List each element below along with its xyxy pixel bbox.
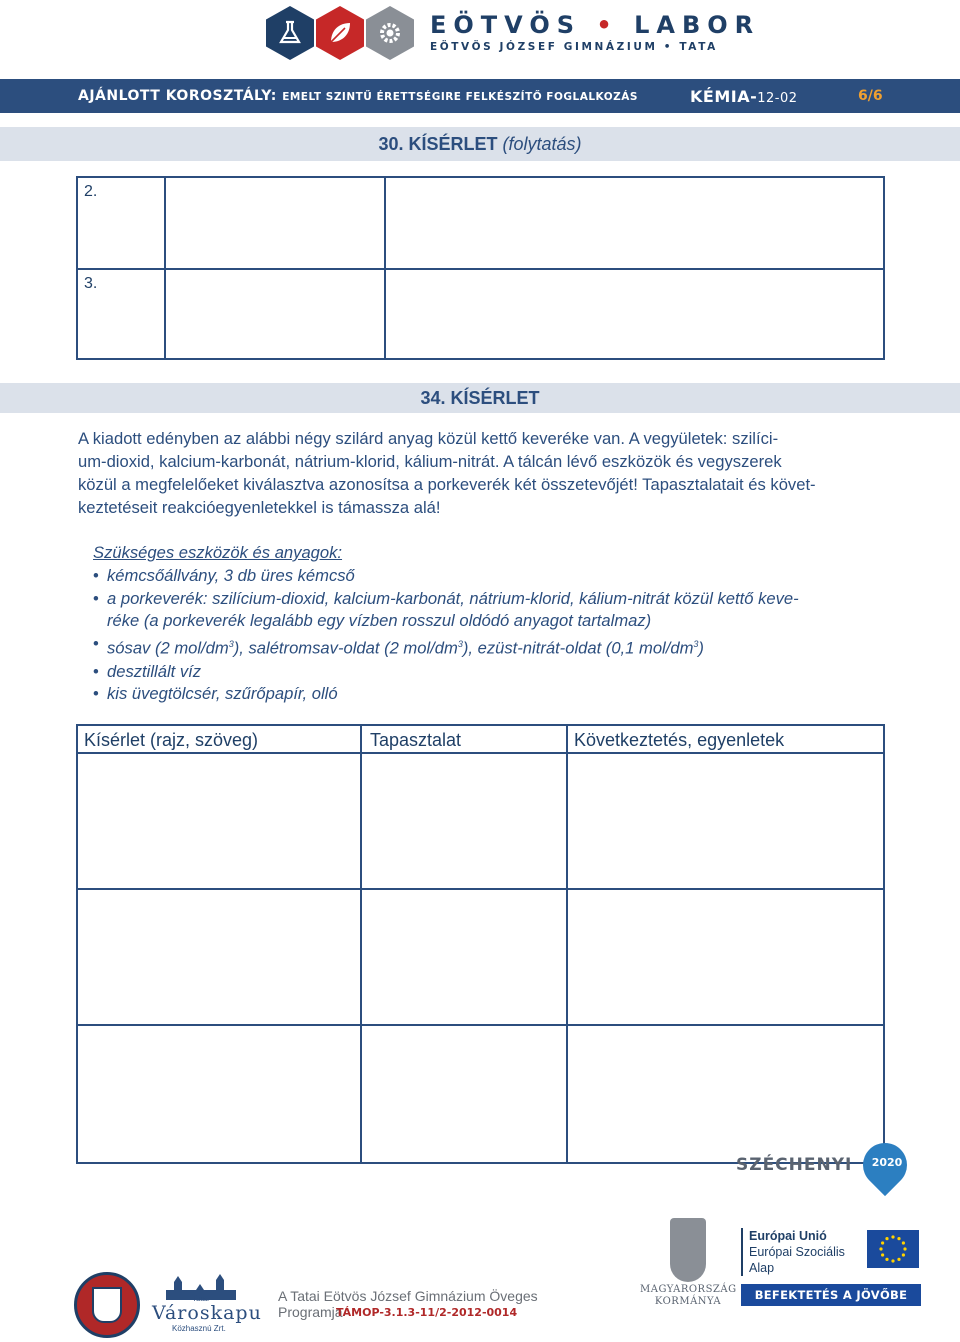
brand-title-part1: EÖTVÖS [430,11,582,40]
list-item [93,633,893,660]
list-item: • kis üvegtölcsér, szűrőpapír, olló [93,683,893,706]
brand-text [430,13,760,53]
table-row-divider [78,888,883,890]
brand-title-part2: LABOR [634,11,761,40]
coat-of-arms-icon [670,1218,706,1282]
eu-line-2: Európai Szociális [749,1245,845,1259]
table-row-divider [78,752,883,754]
subject-code [690,87,798,106]
section-30-suffix: (folytatás) [502,134,582,154]
section-30-bar [0,127,960,161]
column-header-conclusion: Következtetés, egyenletek [574,730,785,750]
superscript: 3 [228,639,234,650]
szechenyi-year: 2020 [871,1156,903,1169]
list-item: • kémcsőállvány, 3 db üres kémcső [93,565,893,588]
tamop-code: TÁMOP-3.1.3-11/2-2012-0014 [336,1306,518,1319]
page-number: 6/6 [858,88,883,104]
eu-flag-icon [867,1230,919,1268]
gov-line-2: KORMÁNYA [654,1296,722,1307]
divider [741,1228,743,1276]
experiment-30-table [76,176,885,360]
table-row-number: 3. [84,275,98,292]
szechenyi-text: SZÉCHENYI [736,1155,853,1175]
section-30-title: 30. KÍSÉRLET [378,134,498,154]
experiment-34-table [76,724,885,1164]
varoskapu-sub: Közhasznú Zrt. [172,1324,226,1333]
shield-icon [92,1287,122,1323]
list-item: • a porkeverék: szilícium-dioxid, kalcium-karbonát, nátrium-klorid, kálium-nitrát közül kettő keve- [93,588,893,611]
audience-value: EMELT SZINTŰ ÉRETTSÉGIRE FELKÉSZÍTŐ FOGLALKOZÁS [282,91,638,103]
gov-line-1: MAGYARORSZÁG [640,1284,737,1295]
reagent-text: ), ezüst-nitrát-oldat (0,1 mol/dm [462,638,694,658]
eu-line-3: Alap [749,1261,775,1275]
audience-label: AJÁNLOTT KOROSZTÁLY: [78,88,277,104]
gear-icon [366,6,414,60]
brand-dot: • [596,11,619,40]
superscript: 3 [457,639,463,650]
table-divider [566,726,568,1162]
school-crest-icon [74,1272,140,1338]
task-line: A kiadott edényben az alábbi négy szilárd anyag közül kettő keveréke van. A vegyületek: szilíci- [78,429,779,448]
header-bar [0,79,960,113]
task-line: keztetéseit reakcióegyenletekkel is támassza alá! [78,498,441,517]
eu-invest-banner: BEFEKTETÉS A JÖVŐBE [741,1284,921,1306]
list-item: • desztillált víz [93,661,893,684]
superscript: 3 [693,639,699,650]
reagent-text: sósav (2 mol/dm [107,638,229,658]
task-line: közül a megfelelőeket kiválasztva azonosítsa a porkeverék két összetevőjét! Tapasztalatait és követ- [78,475,816,494]
eotvos-labor-logo [266,4,760,62]
table-divider [360,726,362,1162]
audience [78,88,638,104]
requirements-heading: Szükséges eszközök és anyagok: [93,543,343,562]
section-34-bar [0,383,960,413]
table-row-number: 2. [84,183,98,200]
task-line: um-dioxid, kalcium-karbonát, nátrium-klorid, kálium-nitrát. A tálcán lévő eszközök és vegyszerek [78,452,782,471]
leaf-icon [316,6,364,60]
varoskapu-name: Városkapu [152,1302,262,1324]
section-34-title: 34. KÍSÉRLET [420,388,540,408]
varoskapu-tatai: Tatai [192,1294,209,1303]
varoskapu-logo [152,1274,262,1334]
task-description [78,427,886,519]
requirements-list [93,542,893,706]
eu-line-1: Európai Unió [749,1229,827,1243]
reagent-text: ), salétromsav-oldat (2 mol/dm [233,638,458,658]
brand-title [430,11,761,40]
reagent-text: ) [698,638,704,658]
table-row-divider [78,268,883,270]
flask-icon [266,6,314,60]
hungary-government-logo [640,1218,736,1314]
subject-number: 12-02 [757,91,798,106]
eu-logo [741,1228,921,1308]
brand-subtitle: EÖTVÖS JÓZSEF GIMNÁZIUM • TATA [430,41,718,54]
eu-text [749,1228,845,1276]
subject-name: KÉMIA- [690,87,758,106]
szechenyi-2020-logo [736,1143,916,1203]
program-name: A Tatai Eötvös József Gimnázium Öveges Programja [278,1288,538,1320]
table-row-divider [78,1024,883,1026]
column-header-observation: Tapasztalat [370,730,462,750]
list-item-continuation: réke (a porkeverék legalább egy vízben rosszul oldódó anyagot tartalmaz) [107,611,652,631]
column-header-experiment: Kísérlet (rajz, szöveg) [84,730,259,750]
